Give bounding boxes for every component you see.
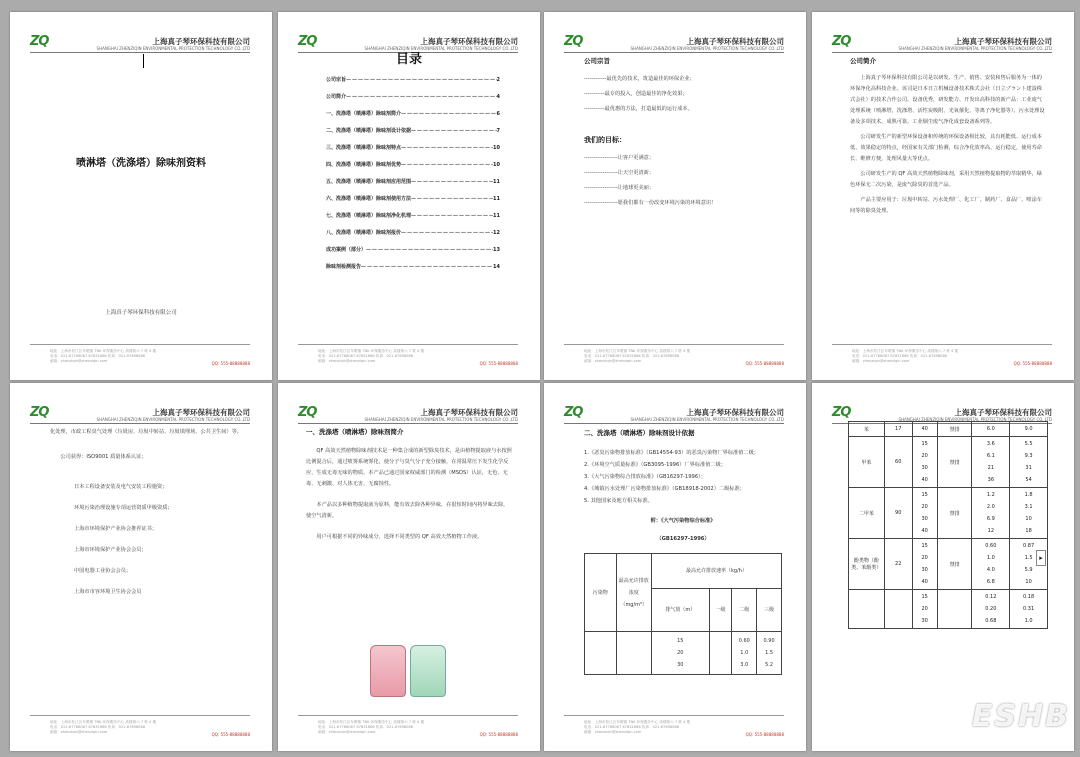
grade3-value: 54 — [1025, 477, 1032, 483]
toc-entry-leader — [411, 174, 493, 191]
page-toc — [278, 12, 540, 380]
header-company: 上海真子琴环保科技有限公司 — [152, 408, 250, 417]
honor-item: 环境污染治理设施专项运营资质甲级资质； — [74, 505, 173, 511]
grade3-value: 5.5 — [1024, 441, 1033, 447]
mission-heading: 公司宗旨 — [584, 57, 610, 65]
toc-entry-label: 一、洗涤塔（喷淋塔）除味剂简介 — [326, 111, 402, 117]
toc-entry-leader — [346, 72, 497, 89]
intro-paragraph: 产品主要应用于：垃圾中转站、污水处理厂、化工厂、制药厂、食品厂、喷涂车间等的除臭处理。 — [850, 197, 1042, 214]
table-cell-height — [912, 590, 937, 629]
goal-line: ------------------让天空更清新； — [584, 170, 655, 176]
height-value: 15 — [921, 543, 928, 549]
company-logo-icon: ZQ — [298, 405, 317, 420]
toc-entry-page: 14 — [493, 264, 500, 270]
height-value: 15 — [921, 441, 928, 447]
scroll-handle[interactable]: ▸ — [1036, 550, 1046, 566]
toc-entry — [326, 191, 500, 208]
page-mission: ZQ 上海真子琴环保科技有限公司 SHANGHAI ZHENZIQIN ENVIRONMENTAL PROTECTION TECHNOLOGY CO.,LTD 公司宗旨 ------------最优先的技术，筑造最佳的环保企业； -----------最专的投入，创造最佳的净化效果； -----------最优惠的方法，打造最低的运行成本。 我们的目标： ------------------让客户更满意； ------------------让天空更清新； ------------------让地球更美丽； ------------------愿我们都有一份改变环境污染的环境意识！ 地址：上海市松江区车墩镇 TNK 环保服务中心 高楼第六 7 栋 4 楼 电话：021-67768067 67831666 传真：021-67698086 邮箱：zhenziqin@zhenziqin.com QQ: 555-88888888 — [544, 12, 806, 380]
toc-entry-leader — [361, 259, 493, 276]
grade2-value: 4.0 — [986, 567, 995, 573]
table-cell-conc — [884, 590, 912, 629]
grade2-value: 36 — [987, 477, 995, 483]
height-value: 20 — [921, 555, 928, 561]
grade2-value: 3.6 — [986, 441, 995, 447]
watermark-logo: ESHB — [971, 699, 1070, 734]
table-header-cell: 最高允许排放速率（kg/h） — [651, 554, 781, 589]
height-value: 20 — [921, 606, 928, 612]
toc-entry-label: 三、洗涤塔（喷淋塔）除味剂特点 — [326, 145, 402, 151]
footer-phone: QQ: 555-88888888 — [211, 732, 250, 737]
table-header-cell: 三级 — [757, 589, 782, 632]
toc-entry-label: 公司宗旨 — [326, 77, 347, 83]
intro-body — [850, 56, 1046, 221]
grade2-value: 0.20 — [985, 606, 997, 612]
reference-item: 3.《大气污染物综合排放标准》（GB16297-1996）； — [584, 474, 706, 480]
toc-entry — [326, 106, 500, 123]
footer-phone: QQ: 555-88888888 — [479, 732, 518, 737]
table-cell-pollutant: 甲苯 — [849, 437, 885, 488]
table-cell-height: 20 — [677, 650, 684, 656]
toc-title: 目录 — [395, 52, 422, 67]
toc-entry-leader — [366, 242, 493, 259]
goal-line: ------------------让客户更满意； — [584, 155, 655, 161]
header-company-en: SHANGHAI ZHENZIQIN ENVIRONMENTAL PROTECTION TECHNOLOGY CO.,LTD — [96, 46, 250, 51]
table-cell-grade2 — [972, 488, 1010, 539]
toc-entry — [326, 140, 500, 157]
table-cell-height — [912, 539, 937, 590]
grade2-value: 6.0 — [986, 426, 995, 432]
footer-phone: QQ: 555-88888888 — [479, 361, 518, 366]
text-cursor — [143, 54, 144, 68]
mission-line: -----------最优惠的方法，打造最低的运行成本。 — [584, 106, 693, 112]
page-design-basis: ZQ 上海真子琴环保科技有限公司 SHANGHAI ZHENZIQIN ENVIRONMENTAL PROTECTION TECHNOLOGY CO.,LTD 二、洗涤塔（喷淋塔）除味剂设计依据 1.《恶臭污染物排放标准》（GB14554-93）的恶臭污染物厂界标准值二级； 2.《环境空气质量标准》（GB3095-1996）厂界标准值二级； 3.《大气污染物综合排放标准》（GB16297-1996）； 4.《城镇污水处理厂污染物排放标准》（GB18918-2002）二级标准； 5. 其他国家及地方相关标准。 附：《大气污染物综合标准》 （GB16297-1996） 污染物 最高允许排放浓度（mg/m³） 最高允许排放速率（kg/h） 排气筒（m） 一级 二级 三级 15 20 30 0.60 1.0 3.0 0.90 1.5 5.2 地址：上海市松江区车墩镇 TNK 环保服务中心 高楼第六 7 栋 4 楼 电话：021-67768067 67831666 传真：021-67698086 邮箱：zhenziqin@zhenziqin.com QQ: 555-88888888 — [544, 383, 806, 751]
grade3-value: 18 — [1025, 528, 1032, 534]
table-cell-height: 15 — [677, 638, 684, 644]
footer-email: 邮箱：zhenziqin@zhenziqin.com — [50, 359, 108, 363]
header-company: 上海真子琴环保科技有限公司 — [954, 37, 1052, 46]
table-cell-height: 30 — [677, 662, 684, 668]
toc-entry-page: 7 — [496, 128, 500, 134]
grade3-value: 9.0 — [1024, 426, 1033, 432]
page-cover — [10, 12, 272, 380]
header-company: 上海真子琴环保科技有限公司 — [420, 37, 518, 46]
goal-heading: 我们的目标： — [584, 136, 626, 144]
toc-entry-page: 6 — [496, 111, 500, 117]
footer-phone: QQ: 555-88888888 — [1013, 361, 1052, 366]
goal-line: ------------------让地球更美丽； — [584, 185, 655, 191]
header-company-en: SHANGHAI ZHENZIQIN ENVIRONMENTAL PROTECTION TECHNOLOGY CO.,LTD — [96, 417, 250, 422]
table-cell-grade2 — [972, 590, 1010, 629]
watermark-text: 环保学社·COM — [959, 734, 1070, 749]
standards-table — [584, 553, 782, 675]
page-footer — [30, 344, 250, 374]
grade3-value: 10 — [1025, 516, 1032, 522]
toc-entry-leader — [411, 208, 493, 225]
page-standards-table — [812, 383, 1074, 751]
toc-entry — [326, 72, 500, 89]
page-footer: 地址：上海市松江区车墩镇 TNK 环保服务中心 高楼第六 7 栋 4 楼 电话：021-67768067 67831666 传真：021-67698086 邮箱：zhenziqin@zhenziqin.com QQ: 555-88888888 — [298, 344, 518, 374]
mission-body — [584, 56, 776, 211]
table-header-cell: 污染物 — [585, 554, 617, 632]
company-logo-icon: ZQ — [564, 34, 583, 49]
product-paragraph: QF 高效天然植物除味剂技术是一种集合成的新型除臭技术，是由植物提取液与水按照比例混合后，通过喷雾系统雾化，使分子与臭气分子充分接触，在常温常压下发生化学反应，生成无毒无味的物质。本产品已通过国家权威部门的检测（MSDS）认证，无色、无毒、无刺激、对人体无害，无腐蚀性。 — [306, 448, 512, 487]
intro-paragraph: 公司研发生产的新型环保设备和传统的环保设备相比较，具有耗能低、运行成本低、效果稳定的特点，经国家有关部门检测，综合净化效率高、运行稳定，使用寿命长、维修方便，处理风量大等优点。 — [850, 134, 1042, 162]
grade3-value: 9.3 — [1024, 453, 1033, 459]
grade3-value: 31 — [1025, 465, 1032, 471]
design-heading: 二、洗涤塔（喷淋塔）除味剂设计依据 — [584, 429, 695, 437]
reference-item: 5. 其他国家及地方相关标准。 — [584, 498, 653, 504]
toc-entry-page: 12 — [493, 230, 500, 236]
toc-entry-page: 11 — [493, 196, 500, 202]
product-paragraph: 用户可根据不同的异味成分，选择不同类型的 QF 高效天然植物工作液。 — [316, 534, 483, 540]
height-value: 20 — [921, 453, 928, 459]
reference-item: 2.《环境空气质量标准》（GB3095-1996）厂界标准值二级； — [584, 462, 726, 468]
table-header-cell: 排气筒（m） — [651, 589, 709, 632]
height-value: 30 — [921, 618, 928, 624]
grade2-value: 21 — [987, 465, 995, 471]
toc-entry-page: 10 — [493, 145, 500, 151]
page-header — [10, 12, 272, 54]
grade3-value: 0.18 — [1023, 594, 1035, 600]
height-value: 40 — [921, 528, 928, 534]
toc-entry-label: 五、洗涤塔（喷淋塔）除味剂应用范围 — [326, 179, 412, 185]
toc-entry-page: 13 — [493, 247, 500, 253]
toc-entry-label: 八、洗涤塔（喷淋塔）除味剂报价 — [326, 230, 402, 236]
table-cell-pollutant: 苯 — [849, 422, 885, 437]
toc-entry-leader — [401, 157, 493, 174]
toc-entry — [326, 89, 500, 106]
footer-phone: QQ: 555-88888888 — [745, 361, 784, 366]
height-value: 20 — [921, 504, 928, 510]
table-cell-grade1: 禁排 — [937, 539, 972, 590]
table-header-cell: 最高允许排放浓度（mg/m³） — [616, 554, 651, 632]
page-product: ZQ 上海真子琴环保科技有限公司 SHANGHAI ZHENZIQIN ENVIRONMENTAL PROTECTION TECHNOLOGY CO.,LTD 一、洗涤塔（喷淋塔）除味剂简介 QF 高效天然植物除味剂技术是一种集合成的新型除臭技术，是由植物提取液与水按照比例混合后，通过喷雾系统雾化，使分子与臭气分子充分接触，在常温常压下发生化学反应，生成无毒无味的物质。本产品已通过国家权威部门的检测（MSDS）认证，无色、无毒、无刺激、对人体无害，无腐蚀性。 本产品以多种植物提取液为原料，能有效去除各种异味，在很短时间内将异味去除，使空气清新。 用户可根据不同的异味成分，选择不同类型的 QF 高效天然植物工作液。 地址：上海市松江区车墩镇 TNK 环保服务中心 高楼第六 7 栋 4 楼 电话：021-67768067 67831666 传真：021-67698086 邮箱：zhenziqin@zhenziqin.com QQ: 555-88888888 — [278, 383, 540, 751]
reference-item: 4.《城镇污水处理厂污染物排放标准》（GB18918-2002）二级标准； — [584, 486, 745, 492]
grade3-value: 3.1 — [1024, 504, 1033, 510]
table-cell-grade2: 1.0 — [740, 650, 749, 656]
table-cell-grade1: 禁排 — [937, 437, 972, 488]
grade2-value: 6.1 — [986, 453, 995, 459]
table-cell-grade2: 3.0 — [740, 662, 749, 668]
height-value: 15 — [921, 594, 928, 600]
table-title: 附：《大气污染物综合标准》 — [650, 518, 716, 524]
table-cell-grade3 — [1010, 590, 1048, 629]
product-heading: 一、洗涤塔（喷淋塔）除味剂简介 — [306, 428, 404, 436]
grade3-value: 1.8 — [1024, 492, 1033, 498]
grade3-value: 5.9 — [1024, 567, 1033, 573]
header-company: 上海真子琴环保科技有限公司 — [954, 408, 1052, 417]
header-company-en: SHANGHAI ZHENZIQIN ENVIRONMENTAL PROTECTION TECHNOLOGY CO.,LTD — [364, 46, 518, 51]
company-logo-icon: ZQ — [564, 405, 583, 420]
product-body — [306, 427, 512, 553]
table-code: （GB16297-1996） — [656, 536, 710, 542]
grade2-value: 0.60 — [985, 543, 997, 549]
honor-item: 上海市环境保护产业协会会员； — [74, 547, 147, 553]
toc-entry — [326, 259, 500, 276]
honor-item: 日本工程设备安装及电气安装工程施资； — [74, 484, 168, 490]
reference-item: 1.《恶臭污染物排放标准》（GB14554-93）的恶臭污染物厂界标准值二级； — [584, 450, 759, 456]
header-company: 上海真子琴环保科技有限公司 — [152, 37, 250, 46]
goal-line: ------------------愿我们都有一份改变环境污染的环境意识！ — [584, 200, 717, 206]
table-cell-grade2 — [972, 539, 1010, 590]
company-logo-icon: ZQ — [298, 34, 317, 49]
height-value: 15 — [921, 492, 928, 498]
table-cell-grade2 — [972, 422, 1010, 437]
table-cell-pollutant: 二甲苯 — [849, 488, 885, 539]
table-row — [849, 437, 1048, 488]
toc-entry-page: 4 — [496, 94, 500, 100]
table-header-cell: 二级 — [732, 589, 757, 632]
grade2-value: 6.9 — [986, 516, 995, 522]
table-cell-grade2 — [972, 437, 1010, 488]
table-cell-grade3: 1.5 — [765, 650, 774, 656]
height-value: 30 — [921, 567, 928, 573]
toc-entry — [326, 123, 500, 140]
toc-entry-page: 11 — [493, 213, 500, 219]
toc-entry-page: 11 — [493, 179, 500, 185]
product-bottle-image — [370, 645, 406, 697]
table-cell-conc: 60 — [884, 437, 912, 488]
height-value: 30 — [921, 465, 928, 471]
standards-table-2 — [848, 421, 1048, 629]
product-bottle-image — [410, 645, 446, 697]
header-company-en: SHANGHAI ZHENZIQIN ENVIRONMENTAL PROTECTION TECHNOLOGY CO.,LTD — [898, 46, 1052, 51]
toc-entry-leader — [401, 140, 493, 157]
table-row — [849, 422, 1048, 437]
toc-entry-page: 10 — [493, 162, 500, 168]
table-cell-pollutant — [849, 590, 885, 629]
toc-entry-leader — [411, 123, 497, 140]
toc-entry-label: 二、洗涤塔（喷淋塔）除味剂设计依据 — [326, 128, 412, 134]
cover-company: 上海真子琴环保科技有限公司 — [105, 310, 177, 316]
table-row — [849, 590, 1048, 629]
header-company: 上海真子琴环保科技有限公司 — [686, 408, 784, 417]
toc-entry-label: 七、洗涤塔（喷淋塔）除味剂净化机理 — [326, 213, 412, 219]
table-cell-grade2: 0.60 — [738, 638, 750, 644]
height-value: 40 — [921, 426, 928, 432]
grade3-value: 10 — [1025, 579, 1032, 585]
honor-item: 上海市环境保护产业协会推荐证书； — [74, 526, 158, 532]
toc-entry-leader — [401, 106, 497, 123]
toc-entry — [326, 174, 500, 191]
table-cell-grade3: 0.90 — [763, 638, 775, 644]
header-company-en: SHANGHAI ZHENZIQIN ENVIRONMENTAL PROTECTION TECHNOLOGY CO.,LTD — [630, 417, 784, 422]
toc-entry — [326, 242, 500, 259]
toc-entry-leader — [401, 225, 493, 242]
grade2-value: 1.2 — [986, 492, 995, 498]
grade2-value: 0.68 — [985, 618, 997, 624]
table-cell-grade1: 禁排 — [937, 422, 972, 437]
table-header-cell: 一级 — [709, 589, 732, 632]
grade2-value: 6.8 — [986, 579, 995, 585]
height-value: 40 — [921, 477, 928, 483]
table-row — [849, 488, 1048, 539]
company-logo-icon: ZQ — [30, 34, 49, 49]
header-company-en: SHANGHAI ZHENZIQIN ENVIRONMENTAL PROTECTION TECHNOLOGY CO.,LTD — [364, 417, 518, 422]
mission-line: -----------最专的投入，创造最佳的净化效果； — [584, 91, 688, 97]
height-value: 40 — [921, 579, 928, 585]
page-intro: ZQ 上海真子琴环保科技有限公司 SHANGHAI ZHENZIQIN ENVIRONMENTAL PROTECTION TECHNOLOGY CO.,LTD 公司简介 上海真子琴环保科技有限公司是以研发、生产、销售、安装和售后服务为一体的环保净化高科技企业。该司是日本日立机械设备技术株式会社（日立ブラント建設株式会社）的技术合作公司，设备优秀，研发能力、开发出高科技的新产品：工业废气处理系统（喷淋塔、洗涤塔、活性炭吸附、光氧催化、等离子净化器等）、污水处理设备及多项技术，成熟可靠，工业烟尘废气净化成套设备系列等。 公司研发生产的新型环保设备和传统的环保设备相比较，具有耗能低、运行成本低、效果稳定的特点，经国家有关部门检测，综合净化效率高、运行稳定，使用寿命长、维修方便，处理风量大等优点。 公司研发生产的 QF 高效天然植物除味剂，采用天然植物提取物的萃取精华，绿色环保无二次污染，是废气除臭的首选产品。 产品主要应用于：垃圾中转站、污水处理厂、化工厂、制药厂、食品厂、喷涂车间等的除臭处理。 地址：上海市松江区车墩镇 TNK 环保服务中心 高楼第六 7 栋 4 楼 电话：021-67768067 67831666 传真：021-67698086 邮箱：zhenziqin@zhenziqin.com QQ: 555-88888888 — [812, 12, 1074, 380]
footer-phone: QQ: 555-88888888 — [745, 732, 784, 737]
intro-paragraph: 上海真子琴环保科技有限公司是以研发、生产、销售、安装和售后服务为一体的环保净化高科技企业。该司是日本日立机械设备技术株式会社（日立ブラント建設株式会社）的技术合作公司，设备优秀，研发能力、开发出高科技的新产品：工业废气处理系统（喷淋塔、洗涤塔、活性炭吸附、光氧催化、等离子净化器等）、污水处理设备及多项技术，成熟可靠，工业烟尘废气净化成套设备系列等。 — [850, 75, 1045, 125]
grade2-value: 0.12 — [985, 594, 997, 600]
header-company: 上海真子琴环保科技有限公司 — [420, 408, 518, 417]
honors-paragraph: 公司获得：ISO9001 质量体系认证； — [60, 454, 147, 460]
table-cell-conc: 90 — [884, 488, 912, 539]
design-body — [584, 427, 782, 675]
toc-entry-leader — [411, 191, 493, 208]
company-logo-icon: ZQ — [832, 34, 851, 49]
table-cell-grade3: 5.2 — [765, 662, 774, 668]
toc-entry-page: 2 — [496, 77, 500, 83]
table-row — [585, 632, 782, 675]
grade3-value: 1.5 — [1024, 555, 1033, 561]
honors-paragraph: 化处理，市政工程臭气处理（垃圾房、垃圾中转站、垃圾填埋场、公共卫生间）等。 — [50, 429, 242, 435]
product-paragraph: 本产品以多种植物提取液为原料，能有效去除各种异味，在很短时间内将异味去除，使空气清新。 — [306, 502, 509, 519]
company-logo-icon: ZQ — [30, 405, 49, 420]
footer-address: 地址：上海市松江区车墩镇 TNK 环保服务中心 高楼第六 7 栋 4 楼 — [50, 349, 157, 353]
grade3-value: 0.31 — [1023, 606, 1035, 612]
table-cell-height — [912, 437, 937, 488]
toc-entry-label: 公司简介 — [326, 94, 347, 100]
toc-entry-label: 四、洗涤塔（喷淋塔）除味剂优势 — [326, 162, 402, 168]
grade3-value: 1.0 — [1024, 618, 1033, 624]
mission-line: ------------最优先的技术，筑造最佳的环保企业； — [584, 76, 695, 82]
table-cell-grade1 — [937, 590, 972, 629]
table-cell-grade3 — [1010, 488, 1048, 539]
table-cell-height — [912, 488, 937, 539]
header-company: 上海真子琴环保科技有限公司 — [686, 37, 784, 46]
toc-entry-label: 六、洗涤塔（喷淋塔）除味剂使用方法 — [326, 196, 412, 202]
table-row — [849, 539, 1048, 590]
toc-entry-label: 除味剂检测报告 — [326, 264, 362, 270]
height-value: 30 — [921, 516, 928, 522]
table-cell-conc: 17 — [884, 422, 912, 437]
table-cell-height — [912, 422, 937, 437]
company-logo-icon: ZQ — [832, 405, 851, 420]
page-honors: ZQ 上海真子琴环保科技有限公司 SHANGHAI ZHENZIQIN ENVIRONMENTAL PROTECTION TECHNOLOGY CO.,LTD 化处理，市政工程臭气处理（垃圾房、垃圾中转站、垃圾填埋场、公共卫生间）等。 公司获得：ISO9001 质量体系认证； 日本工程设备安装及电气安装工程施资； 环境污染治理设施专项运营资质甲级资质； 上海市环境保护产业协会推荐证书； 上海市环境保护产业协会会员； 中国电器工业协会会员； 上海市市容环境卫生协会会员 地址：上海市松江区车墩镇 TNK 环保服务中心 高楼第六 7 栋 4 楼 电话：021-67768067 67831666 传真：021-67698086 邮箱：zhenziqin@zhenziqin.com QQ: 555-88888888 — [10, 383, 272, 751]
intro-heading: 公司简介 — [850, 57, 876, 65]
table-cell-grade3 — [1010, 437, 1048, 488]
header-company-en: SHANGHAI ZHENZIQIN ENVIRONMENTAL PROTECTION TECHNOLOGY CO.,LTD — [898, 417, 1052, 422]
table-cell-grade1: 禁排 — [937, 488, 972, 539]
footer-contact: 电话：021-67768067 67831666 传真：021-67698086 — [50, 354, 146, 358]
toc-entry — [326, 208, 500, 225]
grade2-value: 2.0 — [986, 504, 995, 510]
footer-phone: QQ: 555-88888888 — [211, 361, 250, 366]
intro-paragraph: 公司研发生产的 QF 高效天然植物除味剂，采用天然植物提取物的萃取精华，绿色环保无二次污染，是废气除臭的首选产品。 — [850, 171, 1042, 188]
grade2-value: 12 — [987, 528, 995, 534]
cover-title: 喷淋塔（洗涤塔）除味剂资料 — [76, 158, 206, 169]
toc-entry — [326, 225, 500, 242]
honor-item: 上海市市容环境卫生协会会员 — [74, 589, 142, 595]
grade2-value: 1.0 — [986, 555, 995, 561]
toc-list — [326, 72, 500, 276]
honors-body — [50, 427, 242, 603]
table-cell-grade3 — [1010, 422, 1048, 437]
table-cell-pollutant: 酚类物（酚类、苯酚类） — [849, 539, 885, 590]
toc-entry-leader — [346, 89, 497, 106]
grade3-value: 0.87 — [1023, 543, 1035, 549]
table-cell-conc: 22 — [884, 539, 912, 590]
site-watermark — [959, 699, 1070, 749]
toc-entry — [326, 157, 500, 174]
header-company-en: SHANGHAI ZHENZIQIN ENVIRONMENTAL PROTECTION TECHNOLOGY CO.,LTD — [630, 46, 784, 51]
honor-item: 中国电器工业协会会员； — [74, 568, 132, 574]
toc-entry-label: 成功案例（部分） — [326, 247, 367, 253]
